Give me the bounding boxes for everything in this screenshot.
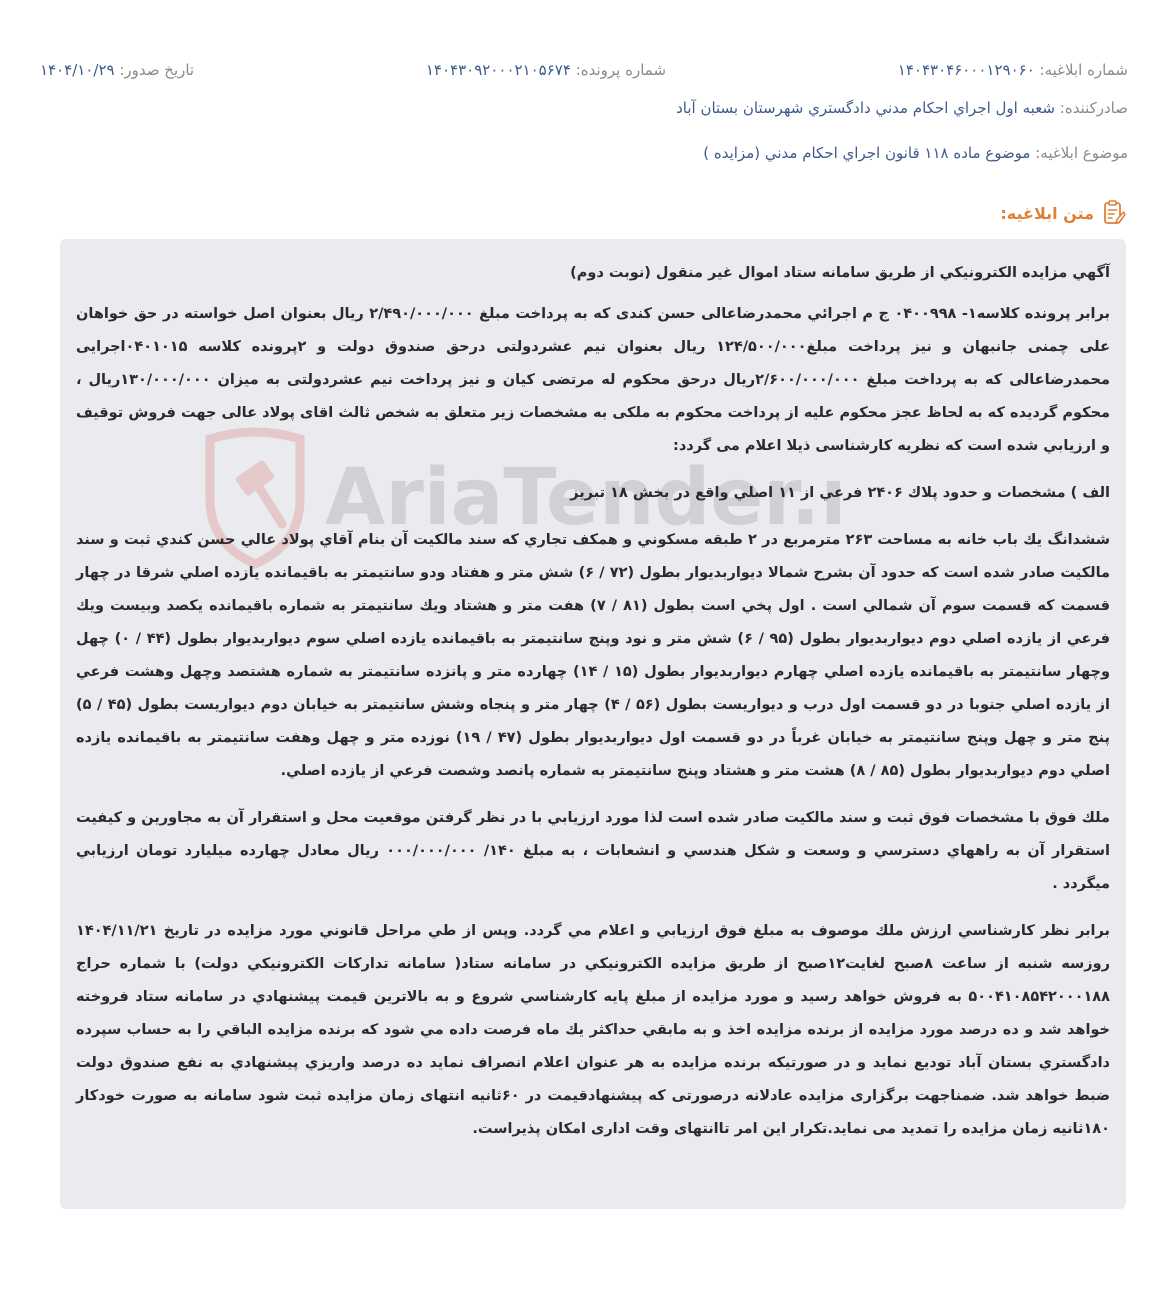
issue-date-value: ۱۴۰۴/۱۰/۲۹ xyxy=(40,61,115,79)
issuer-label: صادرکننده: xyxy=(1059,99,1128,117)
notice-subject-value: موضوع ماده ۱۱۸ قانون اجراي احكام مدني (مزايده ) xyxy=(703,144,1031,162)
case-number-label: شماره پرونده: xyxy=(575,61,667,79)
issue-date xyxy=(40,61,194,79)
issuer-value: شعبه اول اجراي احكام مدني دادگستري شهرستان بستان آباد xyxy=(676,99,1055,117)
notice-content-box xyxy=(60,239,1126,1209)
notice-meta-row xyxy=(40,58,1128,82)
notice-text-title: متن ابلاغيه: xyxy=(1000,203,1094,223)
notice-number xyxy=(898,61,1128,79)
case-number-value: ۱۴۰۴۳۰۹۲۰۰۰۲۱۰۵۶۷۴ xyxy=(425,61,571,79)
body-title: آگهي مزايده الكترونيكي از طريق سامانه ستاد اموال غير منقول (نوبت دوم) xyxy=(570,265,1110,281)
notice-body xyxy=(76,257,1110,1146)
document-pen-icon xyxy=(1102,200,1126,226)
notice-text-heading xyxy=(1000,200,1126,226)
watermark-text: AriaTender. xyxy=(325,453,821,543)
body-paragraph-3: ششدانگ يك باب خانه به مساحت ۲۶۳ مترمربع در ۲ طبقه مسكوني و همكف تجاري كه سند مالكيت آن بنام آقاي پولاد عالي حسن كندي ثبت و سند مالكيت صادر شده است كه حدود آن بشرح شمالا ديواربديوار بطول (۷۲ / ۶) شش متر و هفتاد ودو سانتيمتر به باقيمانده يازده اصلي شرقا در چهار قسمت كه قسمت سوم آن شمالي است . اول پخي است بطول (۸۱ / ۷) هفت متر و هشتاد ويك سانتيمتر به شماره باقيمانده يكصد وبيست ويك فرعي از يازده اصلي دوم ديواربديوار بطول (۹۵ / ۶) شش متر و نود وپنج سانتيمتر به باقيمانده يازده اصلي سوم ديواربديوار بطول (۴۴ / ۰) چهل وچهار سانتيمتر به باقيمانده يازده اصلي چهارم ديواربديوار بطول (۱۵ / ۱۴) چهارده متر و پانزده سانتيمتر به شماره هشتصد وچهل وهشت فرعي از يازده اصلي جنوبا در دو قسمت اول درب و ديواريست بطول (۵۶ / ۴) چهار متر و پنجاه وشش سانتيمتر به خيابان دوم ديواريست بطول (۴۵ / ۵) پنج متر و چهل وپنج سانتيمتر به خيابان غرباً در دو قسمت اول ديواربديوار بطول (۴۷ / ۱۹) نوزده متر و چهل وهفت سانتيمتر به باقيمانده يازده اصلي دوم ديواربديوار بطول (۸۵ / ۸) هشت متر و هشتاد وپنج سانتيمتر به شماره پانصد وشصت فرعي از يازده اصلي. xyxy=(76,532,1111,779)
issue-date-label: تاریخ صدور: xyxy=(119,61,195,79)
notice-subject-label: موضوع ابلاغيه: xyxy=(1035,144,1128,162)
notice-number-label: شماره ابلاغيه: xyxy=(1039,61,1128,79)
body-paragraph-1: برابر پرونده كلاسه۱- ۰۴۰۰۹۹۸ ج م اجرائي محمدرضاعالی حسن کندی كه به پرداخت مبلغ ۲/۴۹۰/۰۰۰/۰۰۰ ريال بعنوان اصل خواسته در حق خواهان علی چمنی جانبهان و نيز پرداخت مبلغ۱۲۴/۵۰۰/۰۰۰ ريال بعنوان نيم عشردولتی درحق صندوق دولت و ۲پرونده كلاسه ۰۴۰۱۰۱۵اجرایی محمدرضاعالی كه به پرداخت مبلغ ۲/۶۰۰/۰۰۰/۰۰۰ريال درحق محکوم له مرتضی کیان و نیز پرداخت نیم عشردولتی به میزان ۱۳۰/۰۰۰/۰۰۰ريال ، محكوم گرديده كه به لحاظ عجز محكوم عليه از پرداخت محكوم به ملکی به مشخصات زير متعلق به شخص ثالث اقای پولاد عالی جهت فروش توقيف و ارزيابي شده است كه نظريه كارشناسی ذيلا اعلام می گردد: xyxy=(76,306,1110,454)
notice-number-value: ۱۴۰۴۳۰۴۶۰۰۰۱۲۹۰۶۰ xyxy=(897,61,1035,79)
case-number xyxy=(426,61,666,79)
body-paragraph-5: برابر نظر كارشناسي ارزش ملك موصوف به مبلغ فوق ارزيابي و اعلام مي گردد. وپس از طي مراحل قانوني مورد مزايده در تاريخ ۱۴۰۴/۱۱/۲۱ روزسه شنبه از ساعت ۸صبح لغايت۱۲صبح از طريق مزايده الكترونيكي در سامانه ستاد( سامانه تداركات الكترونيكي دولت) با شماره حراج ۵۰۰۴۱۰۸۵۴۲۰۰۰۱۸۸ به فروش خواهد رسيد و مورد مزايده از مبلغ پايه كارشناسي شروع و به بالاترين قيمت پيشنهادي در سامانه ستاد فروخته خواهد شد و ده درصد مورد مزايده از برنده مزايده اخذ و به مابقي حداكثر يك ماه فرصت داده مي شود كه برنده مزايده الباقي را به حساب سپرده دادگستري بستان آباد توديع نمايد و در صورتيكه برنده مزايده به هر عنوان اعلام انصراف نمايد ده درصد واريزي پيشنهادي به نفع صندوق دولت ضبط خواهد شد. ضمناجهت برگزاری مزایده عادلانه درصورتی که پیشنهادقیمت در ۶۰ثانیه انتهای زمان مزایده ثبت شود سامانه به صورت خودکار ۱۸۰ثانیه زمان مزایده را تمدید می نماید.تکرار این امر تاانتهای وقت اداری امکان پذیراست. xyxy=(76,923,1111,1137)
notice-subject xyxy=(40,144,1128,162)
issuer xyxy=(40,99,1128,117)
body-paragraph-2: الف ) مشخصات و حدود پلاك ۲۴۰۶ فرعي از ۱۱ اصلي واقع در بخش ۱۸ تبريز xyxy=(570,485,1110,501)
body-paragraph-4: ملك فوق با مشخصات فوق ثبت و سند مالكيت صادر شده است لذا مورد ارزيابي با در نظر گرفتن موقعيت محل و استقرار آن به مجاورين و كيفيت استقرار آن به راههاي دسترسي و وسعت و شكل هندسي و انشعابات ، به مبلغ ۱۴۰/ ۰۰۰/۰۰۰/۰۰۰ ريال معادل چهارده ميليارد تومان ارزيابي ميگردد . xyxy=(76,810,1110,892)
